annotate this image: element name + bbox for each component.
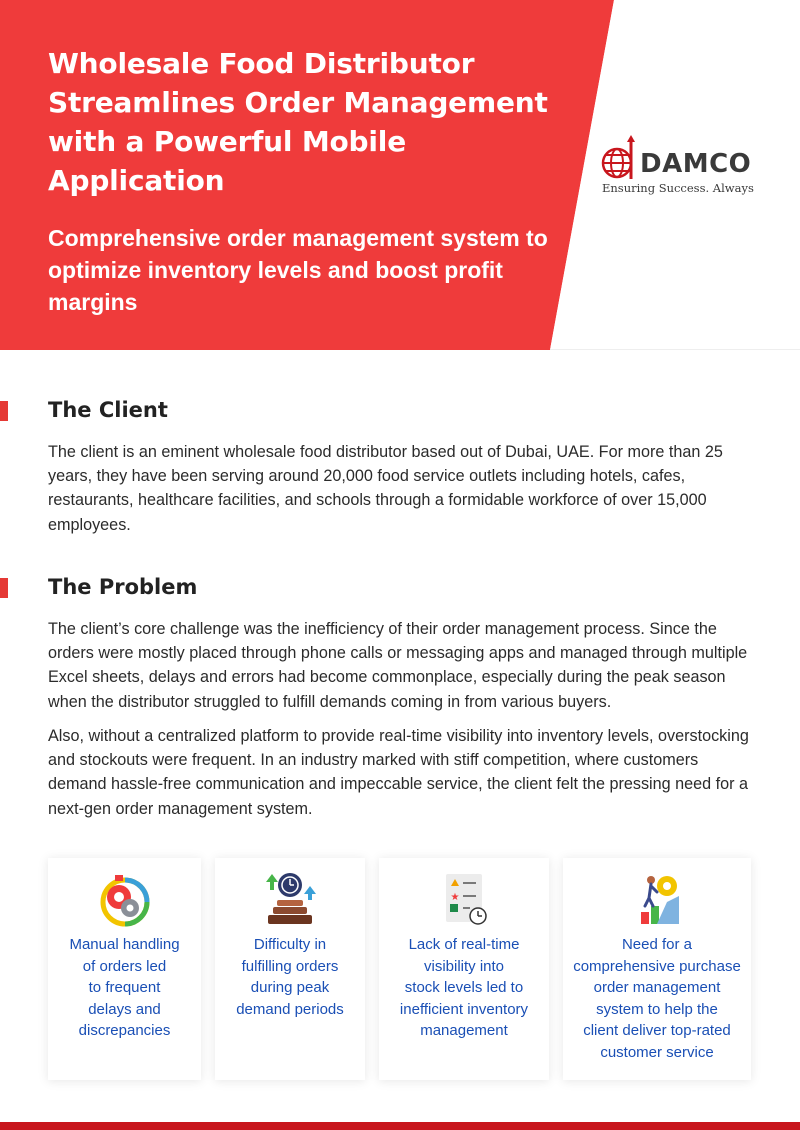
stopwatch-gear-icon (95, 870, 155, 928)
problem-paragraph: The client’s core challenge was the inefficiency of their order management process. Since the orders were mostly placed through phone calls or messaging apps and managed through multiple Excel sheets, delays and errors had become commonplace, especially during the peak season when the distributor struggled to fulfill demands coming in from various buyers. (48, 620, 748, 711)
client-heading: The Client (48, 398, 168, 422)
svg-text:★: ★ (450, 892, 460, 903)
page-subtitle: Comprehensive order management system to optimize inventory levels and boost profit margins (48, 225, 548, 315)
clock-peak-icon (260, 870, 320, 928)
card-text: Need for a comprehensive purchase order management system to help the client deliver top-rated customer service (573, 936, 741, 1061)
section-marker (0, 401, 8, 421)
card-text: Difficulty in fulfilling orders during peak demand periods (236, 936, 344, 1018)
page-title: Wholesale Food Distributor Streamlines Order Management with a Powerful Mobile Application (48, 47, 548, 197)
problem-heading: The Problem (48, 575, 198, 599)
footer-bar (0, 1122, 800, 1130)
problem-card (215, 858, 365, 1080)
card-text: Manual handling of orders led to frequent delays and discrepancies (69, 936, 180, 1040)
damco-logo (600, 133, 770, 199)
logo-tagline: Ensuring Success. Always (602, 181, 754, 195)
checklist-clock-icon (434, 870, 494, 928)
problem-card (379, 858, 549, 1080)
section-marker (0, 578, 8, 598)
client-paragraph: The client is an eminent wholesale food distributor based out of Dubai, UAE. For more than 25 years, they have been serving around 20,000 food service outlets including hotels, cafes, restaurants, healthcare facilities, and schools through a formidable workforce of over 15,000 employees. (48, 443, 723, 534)
logo-name: DAMCO (640, 149, 752, 179)
problem-card (48, 858, 201, 1080)
growth-gear-icon (627, 870, 687, 928)
problem-paragraph: Also, without a centralized platform to provide real-time visibility into inventory levels, overstocking and stockouts were frequent. In an industry marked with stiff competition, where customers demand hassle-free communication and impeccable service, the client felt the pressing need for a next-gen order management system. (48, 727, 749, 818)
card-text: Lack of real-time visibility into stock levels led to inefficient inventory management (399, 936, 529, 1040)
problem-card (563, 858, 751, 1080)
globe-icon (600, 133, 640, 181)
header-banner (0, 0, 800, 350)
